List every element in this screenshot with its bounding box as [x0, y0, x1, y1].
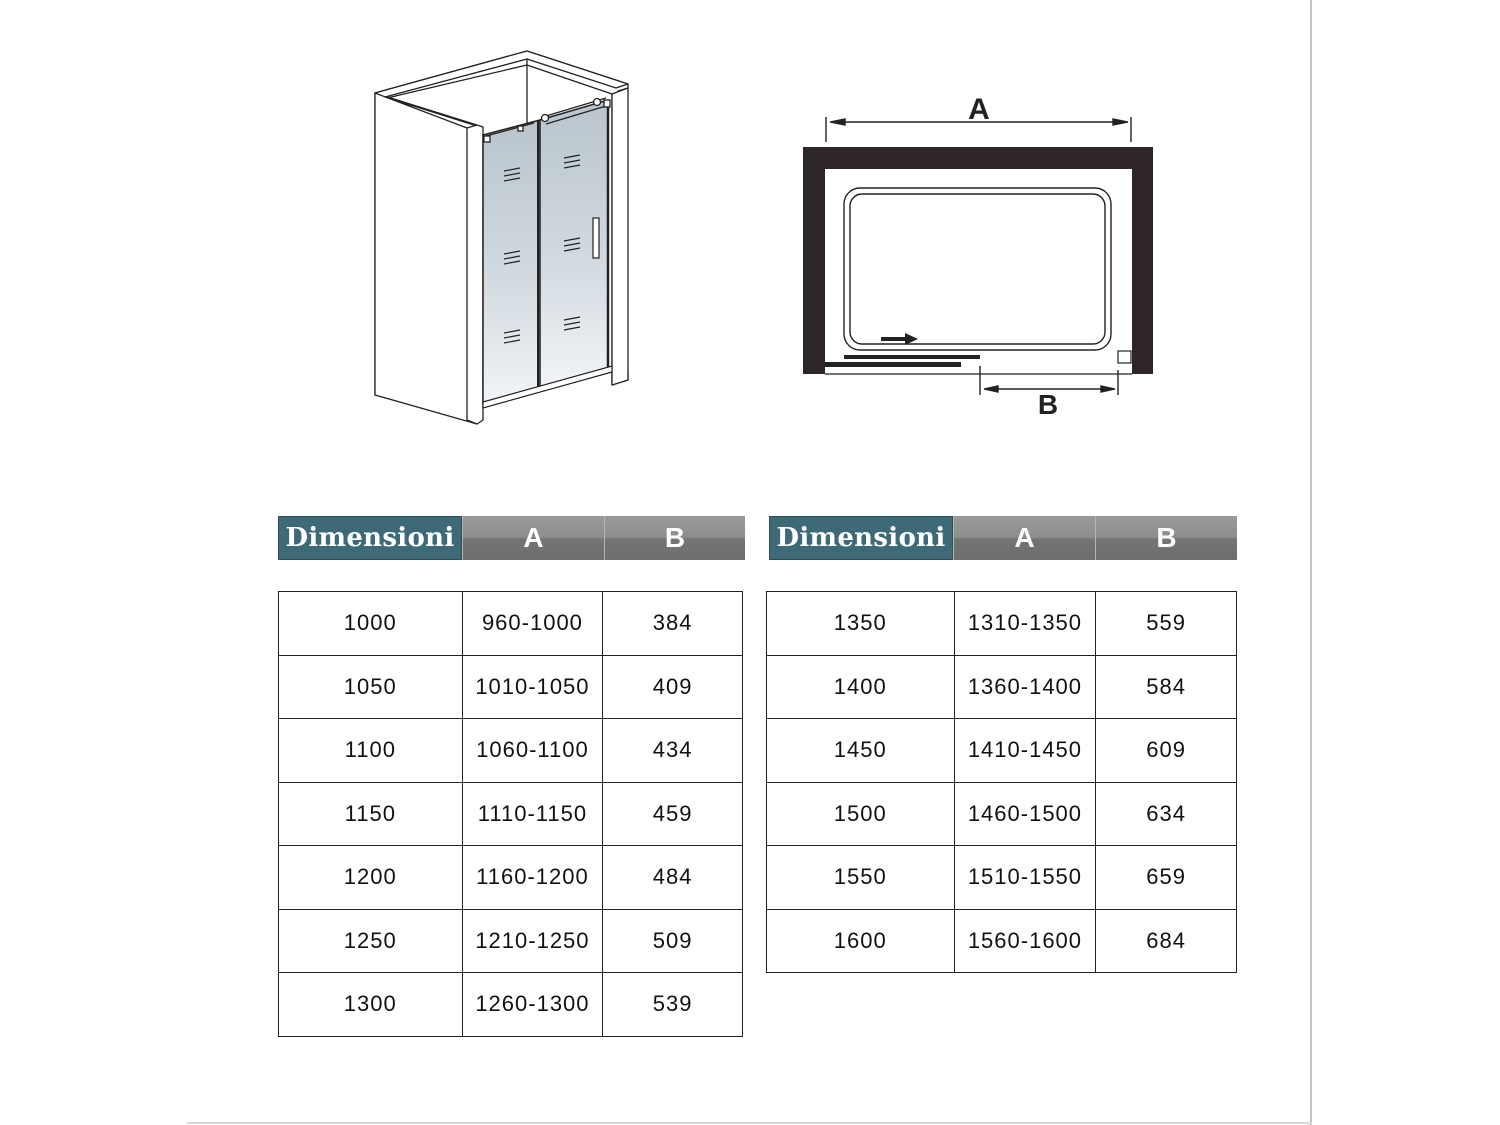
header-b: B	[604, 516, 745, 560]
table-row	[279, 909, 743, 973]
dimensions-table-1	[278, 591, 743, 1037]
cell-dim: 1250	[279, 909, 463, 973]
header-b: B	[1095, 516, 1237, 560]
header-a: A	[462, 516, 604, 560]
shower-perspective-drawing	[360, 40, 640, 440]
cell-b: 584	[1096, 655, 1237, 719]
cell-dim: 1000	[279, 592, 463, 656]
plan-view-drawing	[790, 90, 1170, 420]
cell-a: 1160-1200	[462, 846, 603, 910]
cell-a: 1360-1400	[954, 655, 1096, 719]
header-dimensioni: Dimensioni	[278, 516, 462, 560]
cell-dim: 1600	[767, 909, 955, 973]
cell-b: 539	[603, 973, 743, 1037]
cell-dim: 1050	[279, 655, 463, 719]
table-row	[279, 655, 743, 719]
cell-b: 434	[603, 719, 743, 783]
cell-a: 1060-1100	[462, 719, 603, 783]
cell-dim: 1300	[279, 973, 463, 1037]
cell-b: 484	[603, 846, 743, 910]
table-row	[767, 655, 1237, 719]
cell-b: 384	[603, 592, 743, 656]
cell-b: 409	[603, 655, 743, 719]
dimension-b-label: B	[1037, 389, 1059, 420]
right-border-line	[1310, 0, 1312, 1125]
cell-dim: 1400	[767, 655, 955, 719]
table-row	[279, 719, 743, 783]
cell-a: 1310-1350	[954, 592, 1096, 656]
cell-dim: 1550	[767, 846, 955, 910]
cell-a: 1510-1550	[954, 846, 1096, 910]
cell-a: 1110-1150	[462, 782, 603, 846]
table-row	[279, 973, 743, 1037]
cell-b: 634	[1096, 782, 1237, 846]
cell-a: 1210-1250	[462, 909, 603, 973]
table-row	[279, 782, 743, 846]
cell-a: 960-1000	[462, 592, 603, 656]
bottom-border-line	[187, 1122, 1312, 1124]
cell-a: 1010-1050	[462, 655, 603, 719]
cell-b: 559	[1096, 592, 1237, 656]
cell-dim: 1350	[767, 592, 955, 656]
table-row	[767, 846, 1237, 910]
cell-dim: 1200	[279, 846, 463, 910]
table-row	[279, 592, 743, 656]
dimensions-table-2	[766, 591, 1237, 973]
table-1-header	[278, 516, 745, 560]
cell-b: 509	[603, 909, 743, 973]
cell-b: 684	[1096, 909, 1237, 973]
cell-dim: 1100	[279, 719, 463, 783]
cell-b: 459	[603, 782, 743, 846]
cell-a: 1460-1500	[954, 782, 1096, 846]
cell-b: 609	[1096, 719, 1237, 783]
header-dimensioni: Dimensioni	[769, 516, 953, 560]
cell-dim: 1150	[279, 782, 463, 846]
cell-dim: 1450	[767, 719, 955, 783]
table-row	[767, 719, 1237, 783]
table-row	[767, 909, 1237, 973]
cell-a: 1560-1600	[954, 909, 1096, 973]
table-row	[767, 782, 1237, 846]
cell-dim: 1500	[767, 782, 955, 846]
table-row	[767, 592, 1237, 656]
table-2-header	[769, 516, 1237, 560]
table-row	[279, 846, 743, 910]
cell-b: 659	[1096, 846, 1237, 910]
cell-a: 1410-1450	[954, 719, 1096, 783]
cell-a: 1260-1300	[462, 973, 603, 1037]
dimension-a-label: A	[968, 93, 990, 126]
header-a: A	[953, 516, 1095, 560]
